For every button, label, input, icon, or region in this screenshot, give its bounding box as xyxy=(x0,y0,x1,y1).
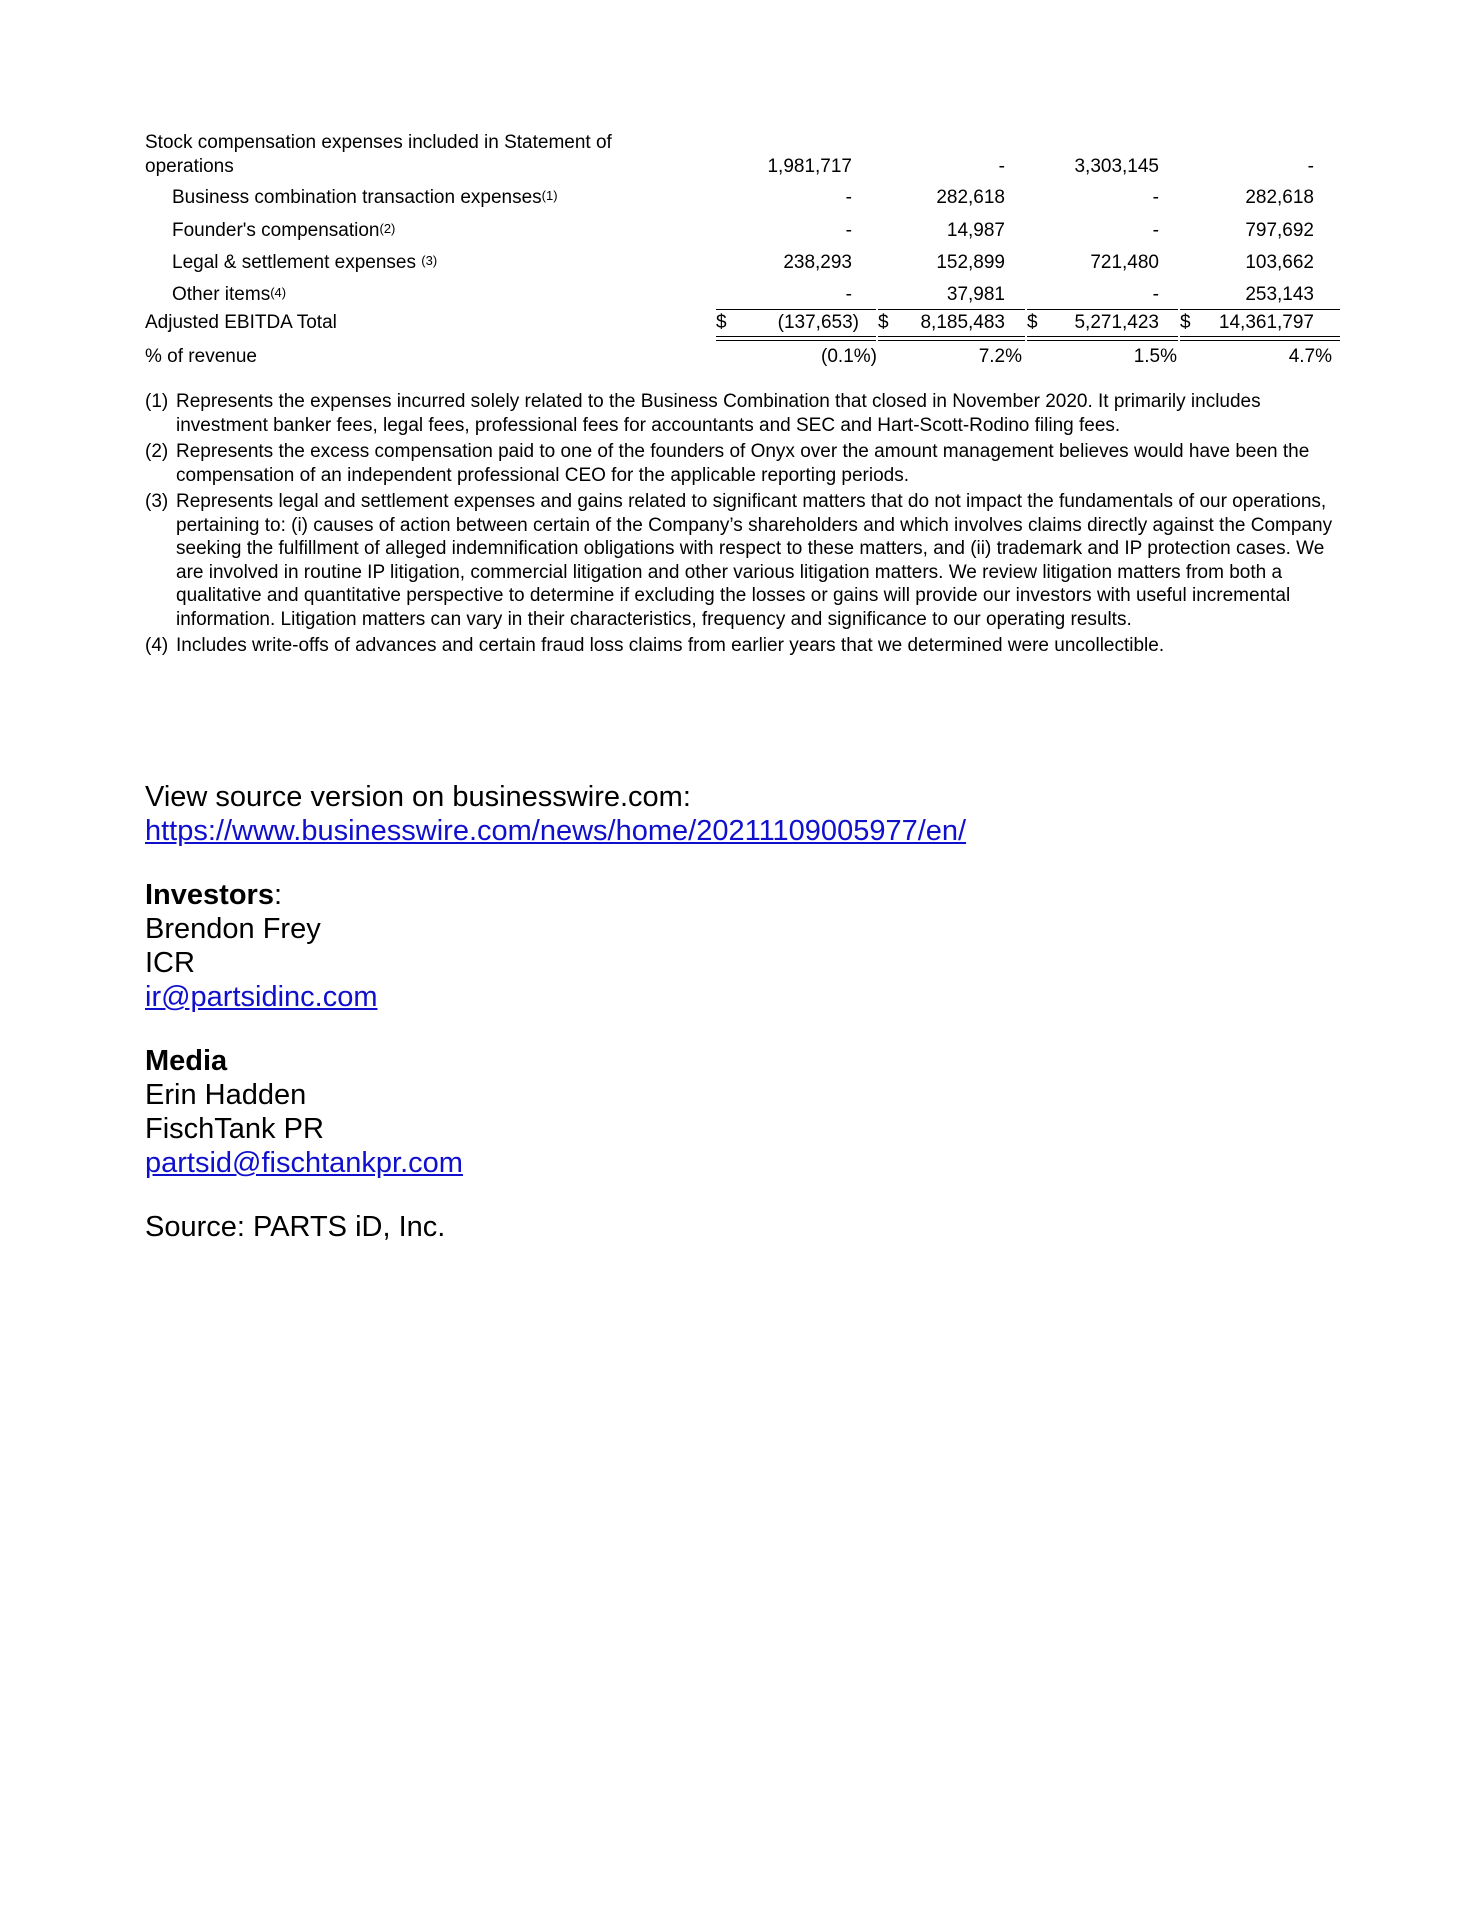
table-cell: - xyxy=(845,220,852,241)
footnote-1 xyxy=(145,390,1345,437)
table-row xyxy=(145,220,1340,246)
document-page xyxy=(145,132,1345,1243)
total-cell: 8,185,483 xyxy=(920,312,1005,333)
footnote-text: Represents the excess compensation paid to one of the founders of Onyx over the amount management believes would have been the compensation of an independent professional CEO for the applicable reporting periods. xyxy=(176,441,1310,486)
media-contact xyxy=(145,1044,966,1180)
percent-cell: 4.7% xyxy=(1288,346,1332,367)
row-label-text: Founder's compensation xyxy=(172,220,380,241)
table-cell: 1,981,717 xyxy=(767,156,852,177)
footnote-reference: (2) xyxy=(379,221,396,236)
table-rule xyxy=(1180,309,1340,310)
table-cell: - xyxy=(1152,284,1159,305)
footnote-text: Includes write-offs of advances and certain fraud loss claims from earlier years that we determined were uncollectible. xyxy=(176,635,1165,656)
footnote-text: Represents the expenses incurred solely related to the Business Combination that closed in November 2020. It primarily includes investment banker fees, legal fees, professional fees for accountants and SEC and Hart-Scott-Rodino filing fees. xyxy=(176,391,1261,436)
table-row xyxy=(145,252,1340,278)
media-email-link[interactable]: partsid@fischtankpr.com xyxy=(145,1147,463,1179)
row-label-line1: Stock compensation expenses included in Statement of xyxy=(145,132,612,153)
source-intro: View source version on businesswire.com: xyxy=(145,781,691,813)
percent-cell: (0.1%) xyxy=(821,346,877,367)
media-heading: Media xyxy=(145,1045,228,1077)
footnote-reference: (1) xyxy=(541,188,558,203)
table-cell: - xyxy=(998,156,1005,177)
total-cell: 14,361,797 xyxy=(1218,312,1314,333)
table-cell: 14,987 xyxy=(946,220,1005,241)
footnote-marker: (4) xyxy=(145,635,169,656)
table-cell: 253,143 xyxy=(1245,284,1314,305)
table-double-rule xyxy=(1180,336,1340,341)
footnote-marker: (3) xyxy=(145,491,169,512)
row-label-line2: operations xyxy=(145,156,234,177)
currency-symbol: $ xyxy=(878,312,889,333)
table-cell: - xyxy=(845,284,852,305)
table-rule xyxy=(716,309,876,310)
investors-contact xyxy=(145,878,966,1014)
footnote-marker: (1) xyxy=(145,391,169,412)
percent-label: % of revenue xyxy=(145,346,257,367)
table-row xyxy=(145,132,1340,182)
total-cell: 5,271,423 xyxy=(1074,312,1159,333)
row-label-text: Legal & settlement expenses xyxy=(172,252,422,273)
table-row xyxy=(145,284,1340,310)
table-cell: - xyxy=(1307,156,1314,177)
table-rule xyxy=(878,309,1025,310)
table-double-rule xyxy=(878,336,1025,341)
table-cell: 37,981 xyxy=(946,284,1005,305)
row-label xyxy=(172,284,286,306)
footnote-reference: (4) xyxy=(270,285,287,300)
footnote-reference: (3) xyxy=(421,253,438,268)
investors-heading-line xyxy=(145,878,966,912)
table-double-rule xyxy=(716,336,876,341)
footnote-3 xyxy=(145,490,1345,631)
table-cell: - xyxy=(1152,187,1159,208)
table-percent-row xyxy=(145,346,1340,372)
source-link-block xyxy=(145,780,966,848)
investors-email-link[interactable]: ir@partsidinc.com xyxy=(145,981,378,1013)
adjusted-ebitda-table xyxy=(145,132,1340,372)
row-label-text: Business combination transaction expenses xyxy=(172,187,542,208)
total-cell: (137,653) xyxy=(777,312,859,333)
table-cell: 721,480 xyxy=(1090,252,1159,273)
table-double-rule xyxy=(1027,336,1178,341)
row-label xyxy=(172,252,437,274)
media-contact-org: FischTank PR xyxy=(145,1113,324,1145)
table-cell: 152,899 xyxy=(936,252,1005,273)
investors-contact-name: Brendon Frey xyxy=(145,913,321,945)
row-label xyxy=(172,220,395,242)
contact-section xyxy=(145,780,966,1244)
total-label: Adjusted EBITDA Total xyxy=(145,312,337,333)
table-cell: - xyxy=(845,187,852,208)
currency-symbol: $ xyxy=(1027,312,1038,333)
footnotes xyxy=(145,390,1345,661)
row-label-text: Other items xyxy=(172,284,271,305)
investors-heading-colon: : xyxy=(273,879,283,911)
table-cell: 103,662 xyxy=(1245,252,1314,273)
currency-symbol: $ xyxy=(716,312,727,333)
footnote-marker: (2) xyxy=(145,441,169,462)
media-contact-name: Erin Hadden xyxy=(145,1079,307,1111)
investors-contact-org: ICR xyxy=(145,947,195,979)
table-rule xyxy=(1027,309,1178,310)
percent-cell: 7.2% xyxy=(978,346,1022,367)
investors-heading: Investors xyxy=(145,879,274,911)
table-cell: 3,303,145 xyxy=(1074,156,1159,177)
source-url-link[interactable]: https://www.businesswire.com/news/home/20211109005977/en/ xyxy=(145,815,967,847)
table-cell: 282,618 xyxy=(1245,187,1314,208)
table-total-row xyxy=(145,312,1340,338)
row-label xyxy=(172,187,558,209)
table-cell: 282,618 xyxy=(936,187,1005,208)
table-cell: - xyxy=(1152,220,1159,241)
footnote-4 xyxy=(145,634,1345,658)
table-cell: 238,293 xyxy=(783,252,852,273)
percent-cell: 1.5% xyxy=(1133,346,1177,367)
footnote-2 xyxy=(145,440,1345,487)
source-line: Source: PARTS iD, Inc. xyxy=(145,1211,446,1243)
table-cell: 797,692 xyxy=(1245,220,1314,241)
currency-symbol: $ xyxy=(1180,312,1191,333)
footnote-text: Represents legal and settlement expenses and gains related to significant matters that do not impact the fundamentals of our operations, pertaining to: (i) causes of action between certain of the Company’s shareholders and which involves claims directly against the Company seeking the fulfillment of alleged indemnification obligations with respect to these matters, and (ii) trademark and IP protection cases. We are involved in routine IP litigation, commercial litigation and other various litigation matters. We review litigation matters from both a qualitative and quantitative perspective to determine if excluding the losses or gains will provide our investors with useful incremental information. Litigation matters can vary in their characteristics, frequency and significance to our operating results. xyxy=(176,491,1333,630)
table-row xyxy=(145,187,1340,213)
